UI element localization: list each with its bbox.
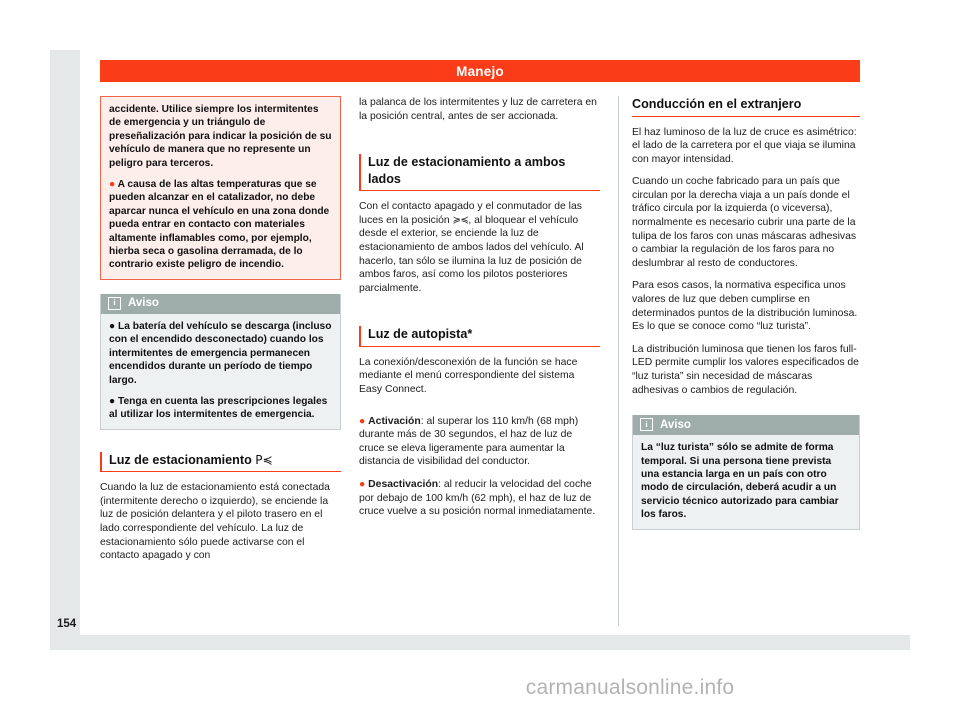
- header-title-text: Manejo: [456, 63, 504, 79]
- spacer: [100, 280, 341, 294]
- paragraph-part1: Con el contacto apagado y el conmutador de las luces en la posición: [359, 201, 582, 226]
- column-3: [618, 96, 860, 626]
- note-paragraph-2-text: Tenga en cuenta las prescripciones legales al utilizar los intermitentes de emergencia.: [109, 395, 328, 421]
- page-header-title: [100, 60, 860, 82]
- note-box-title-col3: Aviso: [660, 418, 691, 431]
- spacer: [359, 304, 600, 326]
- heading-conduccion-extranjero: Conducción en el extranjero: [632, 96, 860, 117]
- note-box-body-col3: [633, 435, 859, 528]
- paragraph-part2: , al bloquear el vehículo desde el exterior, se enciende la luz de estacionamiento de ambos lados del vehículo. Al hacerlo, tan sólo se ilumina la luz de posición de ambos faros, así como los pilotos posteriores parcialmente.: [359, 214, 584, 294]
- note-paragraph-1: [109, 320, 332, 387]
- spacer: [100, 430, 341, 452]
- paragraph-luz-autopista: La conexión/desconexión de la función se hace mediante el menú correspondiente del sistema Easy Connect.: [359, 356, 578, 396]
- content-columns: [100, 96, 860, 626]
- heading-luz-ambos-lados: Luz de estacionamiento a ambos lados: [359, 154, 600, 191]
- note-box-col1: [100, 294, 341, 430]
- bullet-text-activacion: : al superar los 110 km/h (68 mph) durante más de 30 segundos, el haz de luz de cruce se eleva ligeramente para aumentar la distancia de visibilidad del conductor.: [359, 415, 579, 468]
- info-icon: i: [640, 418, 653, 431]
- info-icon: i: [108, 297, 121, 310]
- paragraph-extranjero-3: Para esos casos, la normativa especifica unos valores de luz que deben cumplirse en determinados puntos de la distribución luminosa. Es lo que se conoce como “luz turista”.: [632, 280, 858, 333]
- note-bullet-marker-2: ●: [109, 395, 116, 407]
- bullet-marker-activacion: ●: [359, 415, 366, 427]
- spacer: [359, 132, 600, 154]
- paragraph-luz-estacionamiento: Cuando la luz de estacionamiento está conectada (intermitente derecho o izquierdo), se enciende la luz de posición delantera y el piloto trasero en el lado correspondiente del vehículo. La luz de estacionamiento sólo puede activarse con el contacto apagado y con: [100, 482, 330, 562]
- note-box-header-col3: [633, 415, 859, 435]
- bullet-text-desactivacion: : al reducir la velocidad del coche por debajo de 100 km/h (62 mph), el haz de luz de cruce vuelve a su posición normal inmediatamente.: [359, 479, 596, 518]
- note-paragraph-col3: La “luz turista” sólo se admite de forma temporal. Si una persona tiene prevista una estancia larga en un país con otro modo de circulación, deberá acudir a un servicio técnico autorizado para cambiar los faros.: [641, 442, 839, 521]
- parking-light-icon: P≼: [255, 452, 273, 467]
- watermark-text: carmanualsonline.info: [525, 676, 735, 699]
- heading-luz-estacionamiento: [100, 452, 341, 473]
- note-box-header: [101, 294, 340, 314]
- heading-luz-autopista: Luz de autopista*: [359, 326, 600, 347]
- warning-paragraph-2-text: A causa de las altas temperaturas que se pueden alcanzar en el catalizador, no debe aparcar nunca el vehículo en una zona donde pueda entrar en contacto con materiales altamente inflamables como, por ejemplo, hierba seca o gasolina derramada, de lo contrario existe peligro de incendio.: [109, 179, 330, 271]
- bullet-desactivacion: [359, 478, 600, 519]
- warning-paragraph-2: [109, 178, 332, 272]
- paragraph-luz-ambos-lados: [359, 200, 600, 295]
- side-light-icon: ≽≼: [452, 214, 469, 226]
- warning-paragraph-1: accidente. Utilice siempre los intermitentes de emergencia y un triángulo de preseñalización para indicar la posición de su vehículo de manera que no represente un peligro para terceros.: [109, 104, 332, 169]
- warning-box: [100, 96, 341, 280]
- paragraph-extranjero-4: La distribución luminosa que tienen los faros full-LED permite cumplir los valores especificados de “luz turista” sin necesidad de máscaras adhesivas o cambios de regulación.: [632, 343, 859, 396]
- note-paragraph-1-text: La batería del vehículo se descarga (incluso con el encendido desconectado) cuando los intermitentes de emergencia permanecen encendidos durante un período de tiempo largo.: [109, 320, 332, 386]
- warning-bullet-marker: ●: [109, 179, 116, 191]
- paragraph-extranjero-1: El haz luminoso de la luz de cruce es asimétrico: el lado de la carretera por el que viaja se ilumina con mayor intensidad.: [632, 126, 857, 165]
- bullet-label-desactivacion: Desactivación: [368, 479, 439, 490]
- heading-text: Luz de estacionamiento: [109, 452, 252, 467]
- note-box-title: Aviso: [128, 297, 159, 310]
- note-box-col3: [632, 415, 860, 529]
- note-bullet-marker-1: ●: [109, 320, 116, 332]
- spacer: [359, 406, 600, 415]
- paragraph-continuation: la palanca de los intermitentes y luz de carretera en la posición central, antes de ser accionada.: [359, 97, 597, 122]
- spacer: [632, 406, 860, 415]
- bullet-label-activacion: Activación: [368, 415, 421, 427]
- page-number: 154: [57, 618, 77, 630]
- paragraph-extranjero-2: Cuando un coche fabricado para un país que circulan por la derecha viaja a un país donde el tráfico circula por la izquierda (o viceversa), normalmente es necesario cubrir una parte de la tulipa de los faros con unas máscaras adhesivas o cambiar la regulación de los faros para no deslumbrar al resto de conductores.: [632, 176, 857, 269]
- column-1: [100, 96, 341, 626]
- watermark: [0, 676, 960, 700]
- bullet-marker-desactivacion: ●: [359, 479, 366, 490]
- note-paragraph-2: [109, 395, 332, 422]
- column-2: [359, 96, 600, 626]
- note-box-body: [101, 314, 340, 429]
- bullet-activacion: [359, 415, 600, 469]
